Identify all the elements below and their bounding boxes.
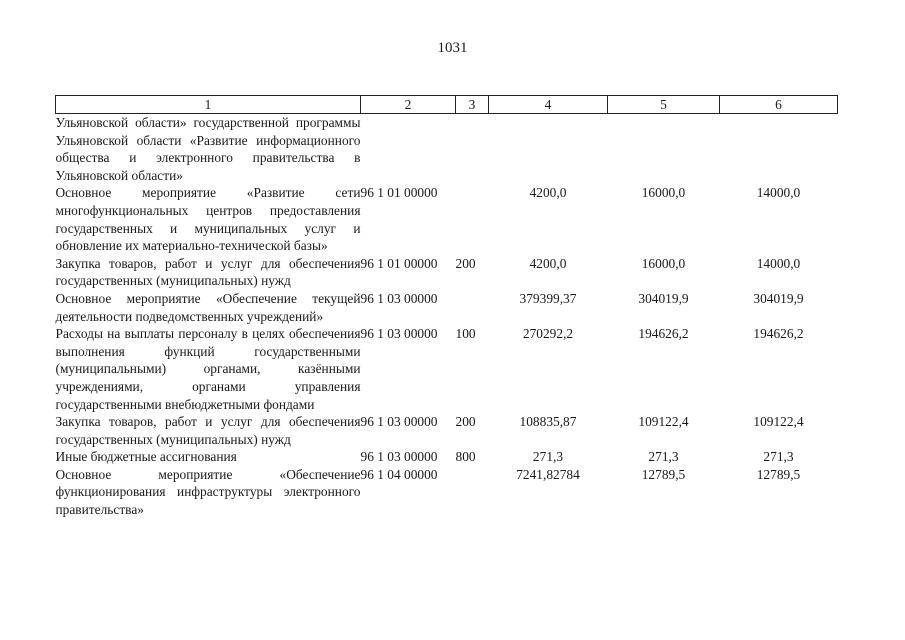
row-name: Расходы на выплаты персоналу в целях обеспечения выполнения функций государственными (муниципальными) органами, казёнными учреждениями, органами управления государственными внебюджетными фондами [55, 326, 361, 412]
row-code: 96 1 03 00000 [360, 326, 438, 342]
row-value-col4: 4200,0 [529, 185, 567, 201]
row-code [361, 114, 456, 185]
table-row [56, 255, 838, 290]
column-header-4: 4 [489, 96, 608, 114]
table-row [56, 114, 838, 185]
table-row [56, 466, 838, 519]
row-code: 96 1 01 00000 [360, 185, 438, 201]
row-code: 96 1 04 00000 [360, 466, 438, 482]
row-expense-type [456, 466, 489, 519]
row-value-col4: 271,3 [532, 449, 564, 465]
row-code: 96 1 03 00000 [360, 449, 438, 465]
row-value-col5: 271,3 [648, 449, 679, 465]
row-value-col4: 4200,0 [529, 255, 567, 271]
row-expense-type [456, 184, 489, 254]
column-header-2: 2 [361, 96, 456, 114]
column-header-3: 3 [456, 96, 489, 114]
row-code: 96 1 03 00000 [360, 414, 438, 430]
row-value-col5: 304019,9 [638, 290, 689, 306]
row-value-col6: 14000,0 [756, 255, 801, 271]
row-code: 96 1 01 00000 [360, 255, 438, 271]
row-name: Закупка товаров, работ и услуг для обеспечения государственных (муниципальных) нужд [55, 414, 361, 447]
row-value-col4: 108835,87 [519, 414, 577, 430]
row-value-col6: 14000,0 [756, 185, 801, 201]
row-value-col6: 271,3 [763, 449, 794, 465]
row-name: Основное мероприятие «Обеспечение функционирования инфраструктуры электронного правительства» [55, 466, 361, 518]
table-row [56, 448, 838, 466]
row-expense-type: 200 [455, 255, 476, 271]
row-value-col6: 304019,9 [753, 290, 804, 306]
column-header-1: 1 [56, 96, 361, 114]
row-value-col6: 12789,5 [756, 466, 801, 482]
page-number: 1031 [437, 40, 468, 56]
row-value-col4: 7241,82784 [516, 466, 580, 482]
table-row [56, 413, 838, 448]
table-row [56, 325, 838, 413]
row-code: 96 1 03 00000 [360, 290, 438, 306]
row-expense-type: 100 [455, 326, 476, 342]
column-header-6: 6 [720, 96, 838, 114]
header-row [56, 96, 838, 114]
row-value-col5 [608, 114, 720, 185]
row-expense-type: 800 [455, 449, 476, 465]
row-value-col6: 109122,4 [753, 414, 804, 430]
row-value-col6: 194626,2 [753, 326, 804, 342]
table-row [56, 184, 838, 254]
table-row [56, 290, 838, 325]
row-value-col5: 16000,0 [641, 255, 686, 271]
row-value-col5: 109122,4 [638, 414, 689, 430]
row-value-col5: 16000,0 [641, 185, 686, 201]
row-value-col4: 379399,37 [519, 290, 577, 306]
row-name: Основное мероприятие «Обеспечение текущей деятельности подведомственных учреждений» [55, 290, 361, 324]
row-name: Основное мероприятие «Развитие сети многофункциональных центров предоставления государственных и муниципальных услуг и обновление их материально-технической базы» [55, 185, 361, 254]
row-value-col6 [720, 114, 838, 185]
row-value-col4: 270292,2 [522, 326, 574, 342]
row-value-col4 [489, 114, 608, 185]
row-name: Иные бюджетные ассигнования [55, 449, 237, 465]
row-value-col5: 194626,2 [638, 326, 689, 342]
row-name: Закупка товаров, работ и услуг для обеспечения государственных (муниципальных) нужд [55, 255, 361, 289]
row-expense-type [456, 114, 489, 185]
column-header-5: 5 [608, 96, 720, 114]
row-expense-type: 200 [455, 414, 476, 430]
row-expense-type [456, 290, 489, 325]
row-value-col5: 12789,5 [641, 466, 686, 482]
row-name: Ульяновской области» государственной программы Ульяновской области «Развитие информационного общества и электронного правительства в Ульяновской области» [55, 115, 361, 183]
budget-table [55, 95, 838, 519]
